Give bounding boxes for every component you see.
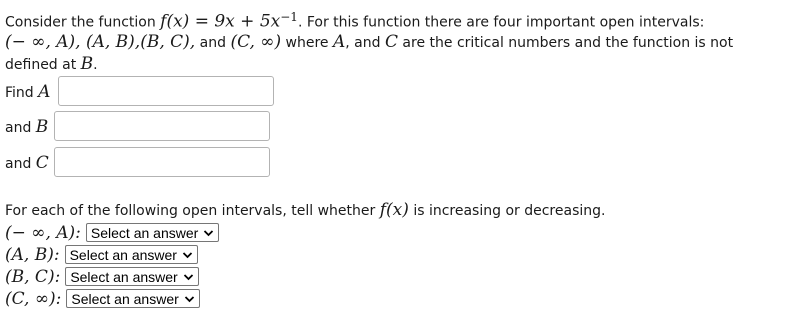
select-value: Select an answer [71, 290, 179, 307]
chevron-down-icon [182, 251, 193, 259]
label-var: B [35, 117, 49, 137]
field-row-b [5, 111, 285, 143]
label-text: and [5, 156, 36, 172]
chevron-down-icon [203, 229, 214, 237]
question-text: are the critical numbers and the function is not [397, 35, 734, 51]
question-text: . For this function there are four important open intervals: [297, 14, 705, 31]
interval-row-3 [5, 266, 199, 287]
interval-label: (C, ∞): [5, 288, 62, 309]
answer-select-2[interactable] [65, 245, 198, 264]
chevron-down-icon [184, 295, 195, 303]
function-definition: f(x) = 9x + 5x [160, 11, 281, 32]
answer-select-3[interactable] [65, 267, 198, 286]
label-var: C [35, 153, 49, 173]
exponent: −1 [280, 10, 298, 24]
part2-instructions [5, 200, 605, 220]
question-text: where [281, 35, 333, 51]
question-line-2 [5, 32, 733, 52]
var-c: C [384, 32, 398, 52]
field-label [5, 117, 48, 137]
interval-label: (B, C): [5, 266, 61, 287]
answer-a-input[interactable] [58, 76, 274, 106]
question-text: . [93, 57, 98, 73]
field-label [5, 153, 49, 173]
label-text: and [5, 120, 36, 136]
var-b: B [80, 54, 94, 74]
answer-c-input[interactable] [54, 147, 270, 177]
question-text: , and [345, 35, 385, 51]
label-text: Find [5, 85, 39, 101]
answer-select-4[interactable] [66, 289, 199, 308]
label-var: A [38, 82, 51, 102]
field-row-a [5, 76, 285, 108]
question-text: and [195, 35, 231, 51]
interval-label: (A, B): [5, 244, 60, 265]
instruction-text: is increasing or decreasing. [408, 203, 606, 219]
answer-select-1[interactable] [86, 223, 219, 242]
function-symbol: f(x) [379, 200, 409, 220]
question-text: Consider the function [5, 14, 161, 31]
question-line-3 [5, 54, 98, 74]
var-a: A [332, 32, 346, 52]
select-value: Select an answer [69, 246, 177, 263]
select-value: Select an answer [70, 268, 178, 285]
last-interval: (C, ∞) [230, 32, 282, 52]
question-text: defined at [5, 57, 81, 73]
answer-b-input[interactable] [54, 111, 270, 141]
intervals-math: (− ∞, A), (A, B),(B, C), [5, 32, 196, 52]
interval-row-1 [5, 222, 219, 243]
interval-label: (− ∞, A): [5, 222, 81, 243]
field-label [5, 82, 50, 102]
instruction-text: For each of the following open intervals, tell whether [5, 203, 380, 219]
select-value: Select an answer [90, 224, 199, 241]
interval-row-2 [5, 244, 198, 265]
field-row-c [5, 147, 285, 179]
question-line-1 [5, 10, 704, 32]
interval-row-4 [5, 288, 200, 309]
chevron-down-icon [183, 273, 194, 281]
